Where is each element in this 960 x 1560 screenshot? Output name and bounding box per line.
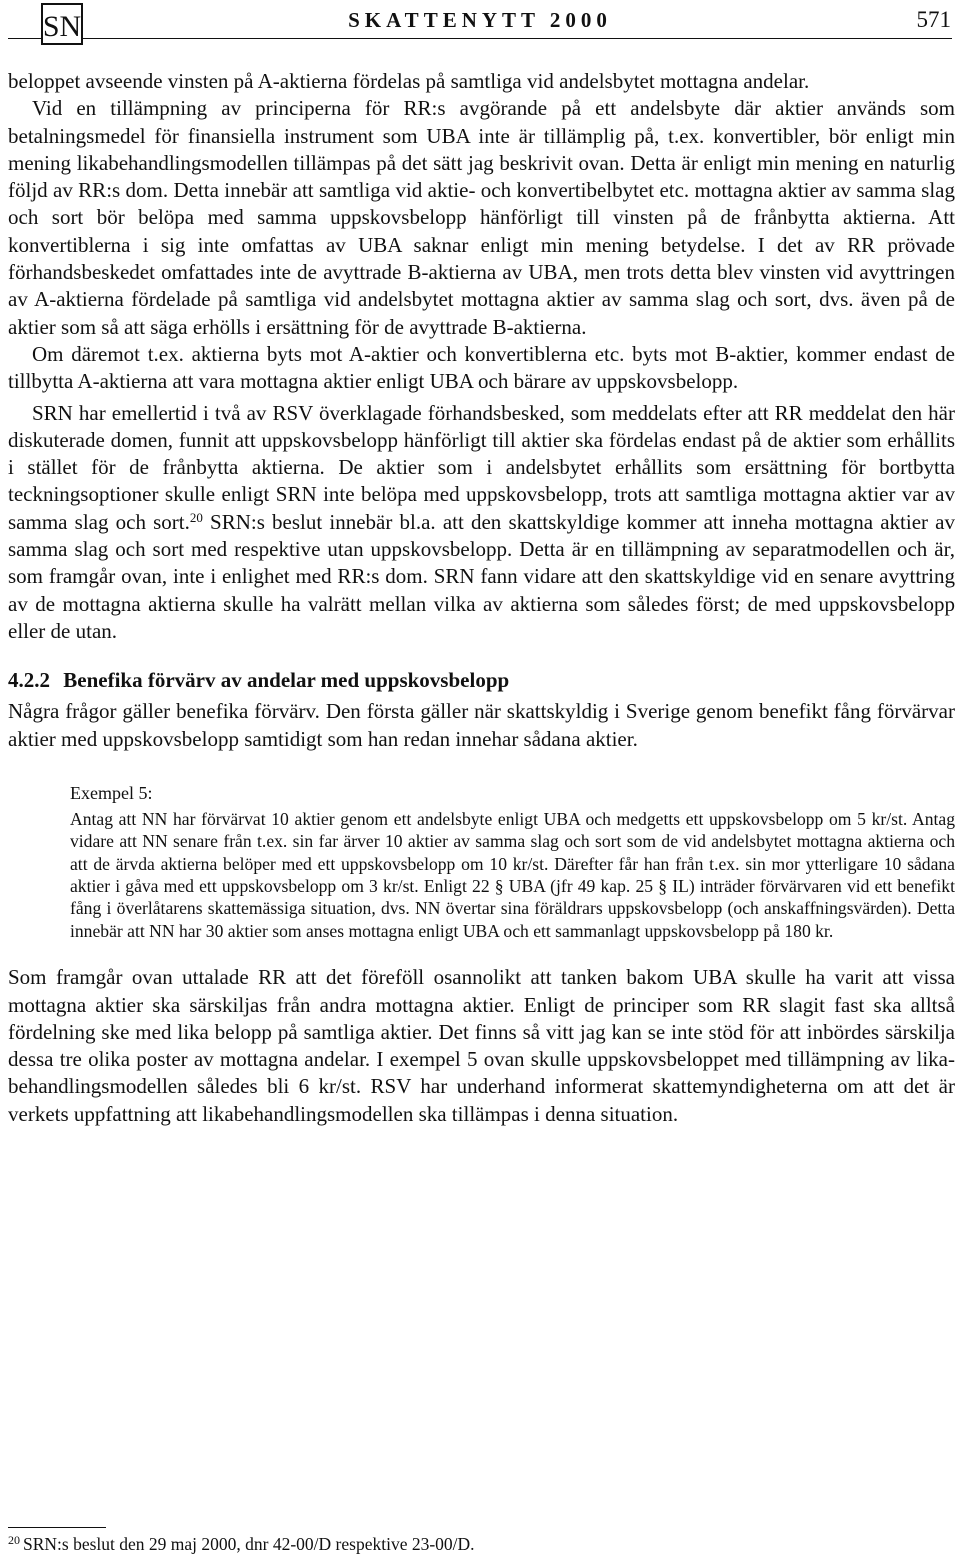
paragraph-continuation: beloppet avseende vinsten på A-aktierna fördelas på samtliga vid andelsbytet mottagna andelar. xyxy=(8,69,810,93)
header-rule xyxy=(8,38,952,39)
paragraph-konvertibler: Vid en tillämpning av principerna för RR:s avgörande på ett andelsbyte där aktier används som betalningsmedel för finansiella instrument som UBA inte är tillämplig på, t.ex. konvertibler, bör enligt min mening likabehandlingsmodellen tillämpas på det sätt jag beskrivit ovan. Detta är enligt min mening en naturlig följd av RR:s dom. Detta innebär att samtliga vid aktie- och konvertibelbytet etc. mottagna aktier av samma slag och sort bör belöpa med samma uppskovsbelopp hänförligt till vinsten på de frånbytta aktierna. Att konvertiblerna i sig inte omfattas av UBA saknar enligt min mening betydelse. I det av RR prövade förhandsbeskedet omfattades inte de avyttrade B-aktierna av UBA, men trots detta blev vinsten vid avyttringen av A-aktierna fördelade på samtliga vid andelsbytet mottagna aktier av samma slag och sort, dvs. även på de aktier som så att säga erhölls i ersättning för de avyttrade B-aktierna. xyxy=(8,96,955,339)
body-text xyxy=(8,68,955,1128)
running-header xyxy=(0,0,960,48)
footnote-rule xyxy=(8,1527,106,1528)
footnote xyxy=(8,1533,475,1555)
journal-title: SKATTENYTT 2000 xyxy=(348,8,612,32)
section-title: Benefika förvärv av andelar med uppskovsbelopp xyxy=(63,668,510,693)
footnote-text: SRN:s beslut den 29 maj 2000, dnr 42-00/D respektive 23-00/D. xyxy=(23,1534,475,1554)
page-number: 571 xyxy=(916,7,951,32)
paragraph-om-daremot: Om däremot t.ex. aktierna byts mot A-aktier och konvertiblerna etc. byts mot B-aktier, kommer endast de tillbytta A-aktierna att vara mottagna aktier enligt UBA och bärare av uppskovsbelopp. xyxy=(8,341,955,394)
srn-text-after-footnote: SRN:s beslut innebär bl.a. att den skattskyldige kommer att inneha mottagna aktier av samma slag och sort med respektive utan uppskovsbelopp. Detta är en tillämpning av separatmodellen och är, som framgår ovan, inte i enlighet med RR:s dom. SRN fann vidare att den skattskyldige vid en senare avyttring av de mottagna aktierna skulle ha valrätt mellan vilka av aktierna som således först; de med uppskovsbelopp eller de utan. xyxy=(8,509,955,643)
srn-text-before-footnote: SRN har emellertid i två av RSV överklagade förhandsbesked, som meddelats efter att RR meddelat den här diskuterade domen, funnit att uppskovsbelopp hänförligt till aktier ska fördelas endast på de aktier som erhållits i stället för de frånbytta aktierna. De aktier som i andelsbytet erhållits som ersättning för bortbytta teckningsoptioner skulle enligt SRN inte belöpa med uppskovsbelopp, trots att samtliga mottagna aktier var av samma slag och sort. xyxy=(8,400,955,534)
example-body: Antag att NN har förvärvat 10 aktier genom ett andelsbyte enligt UBA och medgetts ett uppskovsbelopp om 5 kr/st. Antag vidare att NN senare från t.ex. sin far ärver 10 aktier av samma slag och sort som de vid andelsbytet mottagna aktierna och att de ärvda aktierna belöper med ett uppskovsbelopp om 10 kr/st. Därefter får han från t.ex. sin mor ytterligare 10 sådana aktier i gåva med ett uppskovsbelopp om 3 kr/st. Enligt 22 § UBA (jfr 49 kap. 25 § IL) inträder förvärvaren vid ett benefikt fång i överlåtarens skattemässiga situation, dvs. NN övertar sina föräldrars uppskovsbelopp (och anskaffningsvärden). Detta innebär att NN har 30 aktier som anses mottagna enligt UBA och ett sammanlagt uppskovsbelopp på 180 kr. xyxy=(70,808,955,941)
example-block xyxy=(70,781,955,942)
paragraph-srn xyxy=(8,400,955,646)
footnote-marker: 20 xyxy=(8,1533,20,1547)
example-title: Exempel 5: xyxy=(70,782,153,803)
footnote-reference[interactable]: 20 xyxy=(189,509,203,525)
section-heading xyxy=(8,667,955,694)
section-number: 4.2.2 xyxy=(8,668,50,693)
closing-paragraph: Som framgår ovan uttalade RR att det föreföll osannolikt att tanken bakom UBA skulle ha varit att vissa mottagna aktier ska särskiljas från andra mottagna aktier. Enligt de principer som RR slagit fast ska alltså fördelning ske med lika belopp på samtliga aktier. Det finns så vitt jag kan se inte stöd för att inbördes särskilja dessa tre olika poster av mottagna andelar. I exempel 5 ovan skulle uppskovsbeloppet med tillämpning av likabehandlingsmodellen således bli 6 kr/st. RSV har underhand informerat skattemyndigheterna om att det är verkets uppfattning att likabehandlingsmodellen ska tillämpas i denna situation. xyxy=(8,965,955,1126)
journal-logo-letters: SN xyxy=(43,10,81,43)
section-intro: Några frågor gäller benefika förvärv. Den första gäller när skattskyldig i Sverige genom benefikt fång förvärvar aktier med uppskovsbelopp samtidigt som han redan innehar sådana aktier. xyxy=(8,699,955,751)
